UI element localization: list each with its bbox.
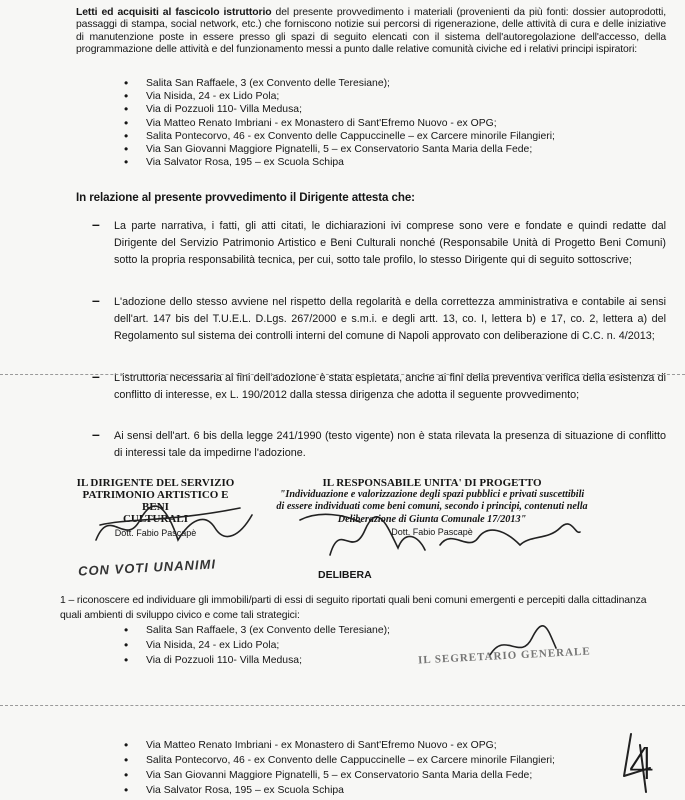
list-item: • Via di Pozzuoli 110- Villa Medusa; <box>116 103 555 116</box>
sig-left-line1: IL DIRIGENTE DEL SERVIZIO <box>76 477 235 489</box>
sig-left-line3: CULTURALI <box>122 513 188 525</box>
sites-list-2 <box>116 623 390 668</box>
list-item: • Via Matteo Renato Imbriani - ex Monastero di Sant'Efremo Nuovo - ex OPG; <box>116 117 555 130</box>
sites-list-3 <box>116 738 555 798</box>
signature-block-left <box>68 477 243 539</box>
intro-lead: Letti ed acquisiti al fascicolo istruttorio <box>76 7 272 18</box>
sites-list-1 <box>116 77 555 169</box>
dash-marker: – <box>92 292 100 308</box>
sig-right-name: Dott. Fabio Pascapè <box>391 526 473 537</box>
dash-marker: – <box>92 368 100 384</box>
sig-left-line2: PATRIMONIO ARTISTICO E BENI <box>82 489 229 513</box>
list-item: • Via Nisida, 24 - ex Lido Pola; <box>116 638 390 653</box>
stamp-votes: CON VOTI UNANIMI <box>77 556 217 579</box>
resolution-point-1: 1 – riconoscere ed individuare gli immobili/parti di essi di seguito riportati quali beni comuni emergenti e percepiti dalla cittadinanza quali ambienti di sviluppo civico e come tali strategici: <box>60 595 647 621</box>
scan-seam <box>0 374 685 375</box>
sig-right-title: IL RESPONSABILE UNITA' DI PROGETTO <box>322 477 542 489</box>
list-item: • Via Salvator Rosa, 195 – ex Scuola Schipa <box>116 156 555 169</box>
sig-right-line3: Deliberazione di Giunta Comunale 17/2013" <box>337 513 527 525</box>
dash-marker: – <box>92 426 100 442</box>
list-item: • Salita Pontecorvo, 46 - ex Convento delle Cappuccinelle – ex Carcere minorile Filangieri; <box>116 130 555 143</box>
intro-text: del presente provvedimento i materiali (provenienti da più fonti: dossier autoprodotti, passaggi di stampa, social network, etc.) che forniscono notizie sui percorsi di rigenerazione, delle attività di cura e delle iniziative di manutenzione poste in essere presso gli spazi di seguito elencati con il sistema dell'autoregolazione dell'accesso, della programmazione delle attività e del funzionamento messi a punto dalle relative comunità civiche ed i relativi principi ispiratori: <box>76 7 666 56</box>
attestation-text: La parte narrativa, i fatti, gli atti citati, le dichiarazioni ivi comprese sono vere e fondate e quindi redatte dal Dirigente del Servizio Patrimonio Artistico e Beni Culturali nonché (Responsabile Unità di Progetto Beni Comuni) sotto la propria responsabilità tecnica, per cui, sotto tale profilo, lo stesso Dirigente qui di seguito sottoscrive; <box>114 220 666 266</box>
list-item: • Salita Pontecorvo, 46 - ex Convento delle Cappuccinelle – ex Carcere minorile Filangieri; <box>116 753 555 768</box>
list-item: • Via di Pozzuoli 110- Villa Medusa; <box>116 653 390 668</box>
signature-block-right <box>262 477 602 538</box>
list-item: • Via Salvator Rosa, 195 – ex Scuola Schipa <box>116 783 555 798</box>
intro-paragraph <box>76 7 666 57</box>
sig-left-name: Dott. Fabio Pascapè <box>114 528 197 538</box>
page-break-seam <box>0 705 685 706</box>
list-item: • Salita San Raffaele, 3 (ex Convento delle Teresiane); <box>116 623 390 638</box>
attesta-heading: In relazione al presente provvedimento il Dirigente attesta che: <box>76 191 415 204</box>
list-item: • Via Matteo Renato Imbriani - ex Monastero di Sant'Efremo Nuovo - ex OPG; <box>116 738 555 753</box>
list-item: • Via San Giovanni Maggiore Pignatelli, 5 – ex Conservatorio Santa Maria della Fede; <box>116 143 555 156</box>
page-number: 4 <box>628 739 656 790</box>
attestation-text: L'adozione dello stesso avviene nel rispetto della regolarità e della correttezza amministrativa e contabile ai sensi dell'art. 147 bis del T.U.E.L. D.Lgs. 267/2000 e s.m.i. e degli artt. 13, co. I, lettera b) e 17, co. 2, lettera a) del Regolamento sul sistema dei controlli interni del comune di Napoli approvato con deliberazione di C.C. n. 4/2013; <box>114 296 666 342</box>
stamp-secretary: IL SEGRETARIO GENERALE <box>417 645 591 667</box>
attestation-text: L'istruttoria necessaria ai fini dell'adozione è stata espletata, anche ai fini della preventiva verifica della esistenza di conflitto di interesse, ex L. 190/2012 dalla stessa dirigenza che adotta il seguente provvedimento; <box>114 372 666 401</box>
list-item: • Via Nisida, 24 - ex Lido Pola; <box>116 90 555 103</box>
list-item: • Salita San Raffaele, 3 (ex Convento delle Teresiane); <box>116 77 555 90</box>
list-item: • Via San Giovanni Maggiore Pignatelli, 5 – ex Conservatorio Santa Maria della Fede; <box>116 768 555 783</box>
sig-right-line2: di essere individuati come beni comuni, secondo i principi, contenuti nella <box>276 501 588 513</box>
delibera-heading: DELIBERA <box>318 569 372 581</box>
attestation-text: Ai sensi dell'art. 6 bis della legge 241/1990 (testo vigente) non è stata rilevata la presenza di situazione di conflitto di interessi tale da impedirne l'adozione. <box>114 430 666 459</box>
dash-marker: – <box>92 216 100 232</box>
sig-right-line1: "Individuazione e valorizzazione degli spazi pubblici e privati suscettibili <box>279 489 585 501</box>
